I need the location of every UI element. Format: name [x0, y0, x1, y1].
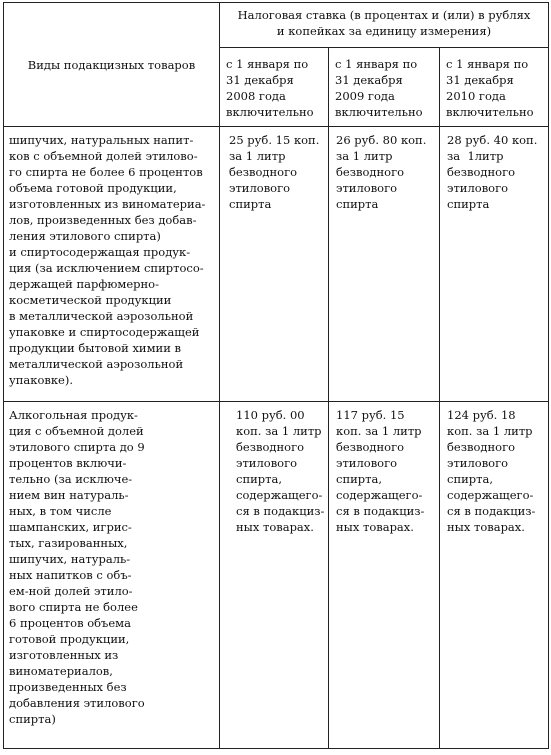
- excise-rate-table: [3, 2, 549, 749]
- rate-value: 26 руб. 80 коп. за 1 литр безводного этилового спирта: [336, 133, 427, 211]
- table-row: [4, 127, 549, 402]
- period-text: с 1 января по 31 декабря 2009 года включительно: [335, 57, 423, 119]
- rate-cell-2009: [329, 127, 440, 402]
- goods-description-cell: [4, 402, 220, 749]
- period-text: с 1 января по 31 декабря 2010 года включительно: [446, 57, 534, 119]
- rate-value: 28 руб. 40 коп. за 1литр безводного этилового спирта: [447, 133, 538, 211]
- rate-value: 25 руб. 15 коп. за 1 литр безводного этилового спирта: [229, 133, 320, 211]
- rate-value: 117 руб. 15 коп. за 1 литр безводного этилового спирта, содержащего- ся в подакциз- ных товарах.: [336, 408, 425, 534]
- rate-cell-2009: [329, 402, 440, 749]
- period-text: с 1 января по 31 декабря 2008 года включительно: [226, 57, 314, 119]
- table-header-row: [4, 3, 549, 48]
- goods-description-cell: [4, 127, 220, 402]
- header-tax-rate-group: [220, 3, 549, 48]
- rate-cell-2010: [440, 402, 549, 749]
- rate-cell-2008: [220, 127, 329, 402]
- rate-value: 110 руб. 00 коп. за 1 литр безводного этилового спирта, содержащего- ся в подакциз- ных товарах.: [236, 408, 325, 534]
- header-period-2009: [329, 48, 440, 127]
- goods-description: Алкогольная продук- ция с объемной долей этилового спирта до 9 процентов включи- тельно (за исключе- нием вин натураль- ных, в том числе шампанских, игрис- тых, газированных, шипучих, натураль- ных напитков с объ- ем-ной долей этило- вого спирта не более 6 процентов объема готовой продукции, изготовленных из виноматериалов, произведенных без добавления этилового спирта): [9, 408, 145, 726]
- header-period-2008: [220, 48, 329, 127]
- rate-value: 124 руб. 18 коп. за 1 литр безводного этилового спирта, содержащего- ся в подакциз- ных товарах.: [447, 408, 536, 534]
- header-goods-type: Виды подакцизных товаров: [4, 3, 220, 127]
- header-tax-rate-text: Налоговая ставка (в процентах и (или) в рублях и копейках за единицу измерения): [237, 8, 531, 38]
- rate-cell-2010: [440, 127, 549, 402]
- header-period-2010: [440, 48, 549, 127]
- rate-cell-2008: [220, 402, 329, 749]
- table-row: [4, 402, 549, 749]
- goods-description: шипучих, натуральных напит- ков с объемной долей этилово- го спирта не более 6 процентов объема готовой продукции, изготовленных из виноматериа- лов, произведенных без добав- ления этилового спирта) и спиртосодержащая продук- ция (за исключением спиртосо- держащей парфюмерно- косметической продукции в металлической аэрозольной упаковке и спиртосодержащей продукции бытовой химии в металлической аэрозольной упаковке).: [9, 133, 206, 387]
